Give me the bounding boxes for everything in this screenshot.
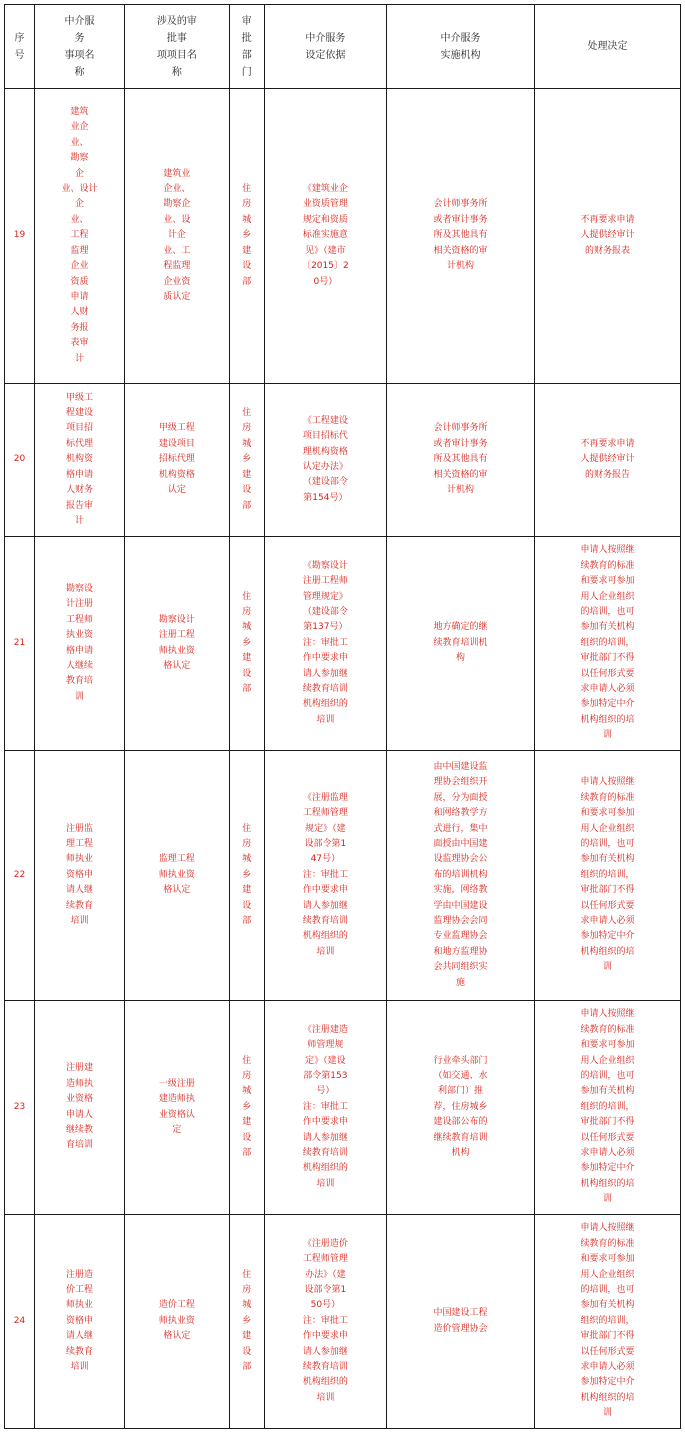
- basis-cell: 《建筑业企 业资质管理 规定和资质 标准实施意 见》（建市 〔2015〕2 0号）: [264, 89, 386, 384]
- table-header-row: [5, 5, 681, 89]
- department-cell: 住 房 城 乡 建 设 部: [229, 537, 264, 751]
- row-number: 24: [5, 1215, 35, 1429]
- service-name-cell: 注册建 造师执 业资格 申请人 继续教 育培训: [35, 1001, 125, 1215]
- table-row: [5, 751, 681, 1001]
- approval-item-cell: 造价工程 师执业资 格认定: [125, 1215, 230, 1429]
- header-decision: 处理决定: [534, 5, 680, 89]
- basis-cell: 《注册建造 师管理规 定》（建设 部令第153 号） 注：审批工 作中要求申 请人参加继 续教育培训 机构组织的 培训: [264, 1001, 386, 1215]
- department-cell: 住 房 城 乡 建 设 部: [229, 1215, 264, 1429]
- approval-item-cell: 甲级工程 建设项目 招标代理 机构资格 认定: [125, 384, 230, 537]
- basis-cell: 《注册监理 工程师管理 规定》（建 设部令第1 47号） 注：审批工 作中要求申 请人参加继 续教育培训 机构组织的 培训: [264, 751, 386, 1001]
- agency-cell: 地方确定的继 续教育培训机 构: [386, 537, 534, 751]
- department-cell: 住 房 城 乡 建 设 部: [229, 1001, 264, 1215]
- table-row: [5, 537, 681, 751]
- decision-cell: 申请人按照继 续教育的标准 和要求可参加 用人企业组织 的培训，也可 参加有关机构 组织的培训， 审批部门不得 以任何形式要 求申请人必须 参加特定中介 机构组织的培 训: [534, 1001, 680, 1215]
- decision-cell: 不再要求申请 人提供经审计 的财务报告: [534, 384, 680, 537]
- decision-cell: 不再要求申请 人提供经审计 的财务报表: [534, 89, 680, 384]
- decision-cell: 申请人按照继 续教育的标准 和要求可参加 用人企业组织 的培训，也可 参加有关机构 组织的培训， 审批部门不得 以任何形式要 求申请人必须 参加特定中介 机构组织的培 训: [534, 1215, 680, 1429]
- approval-item-cell: 监理工程 师执业资 格认定: [125, 751, 230, 1001]
- basis-cell: 《勘察设计 注册工程师 管理规定》 （建设部令 第137号） 注：审批工 作中要求申 请人参加继 续教育培训 机构组织的 培训: [264, 537, 386, 751]
- decision-cell: 申请人按照继 续教育的标准 和要求可参加 用人企业组织 的培训，也可 参加有关机构 组织的培训， 审批部门不得 以任何形式要 求申请人必须 参加特定中介 机构组织的培 训: [534, 751, 680, 1001]
- table-row: [5, 384, 681, 537]
- service-name-cell: 勘察设 计注册 工程师 执业资 格申请 人继续 教育培 训: [35, 537, 125, 751]
- department-cell: 住 房 城 乡 建 设 部: [229, 384, 264, 537]
- agency-cell: 会计师事务所 或者审计事务 所及其他具有 相关资格的审 计机构: [386, 384, 534, 537]
- row-number: 21: [5, 537, 35, 751]
- service-name-cell: 注册造 价工程 师执业 资格申 请人继 续教育 培训: [35, 1215, 125, 1429]
- approval-item-cell: 勘察设计 注册工程 师执业资 格认定: [125, 537, 230, 751]
- row-number: 19: [5, 89, 35, 384]
- service-name-cell: 甲级工 程建设 项目招 标代理 机构资 格申请 人财务 报告审 计: [35, 384, 125, 537]
- decision-cell: 申请人按照继 续教育的标准 和要求可参加 用人企业组织 的培训，也可 参加有关机构 组织的培训， 审批部门不得 以任何形式要 求申请人必须 参加特定中介 机构组织的培 训: [534, 537, 680, 751]
- table-row: [5, 1001, 681, 1215]
- intermediary-services-table: [4, 4, 681, 1429]
- agency-cell: 行业牵头部门 （如交通、水 利部门）推 荐，住房城乡 建设部公布的 继续教育培训 机构: [386, 1001, 534, 1215]
- approval-item-cell: 一级注册 建造师执 业资格认 定: [125, 1001, 230, 1215]
- header-basis: 中介服务 设定依据: [264, 5, 386, 89]
- table-row: [5, 1215, 681, 1429]
- header-no: 序 号: [5, 5, 35, 89]
- agency-cell: 会计师事务所 或者审计事务 所及其他具有 相关资格的审 计机构: [386, 89, 534, 384]
- agency-cell: 中国建设工程 造价管理协会: [386, 1215, 534, 1429]
- agency-cell: 由中国建设监 理协会组织开 展，分为面授 和网络教学方 式进行，集中 面授由中国建 设监理协会公 布的培训机构 实施，网络教 学由中国建设 监理协会会同 专业监理协会 和地方监理协 会共同组织实 施: [386, 751, 534, 1001]
- row-number: 22: [5, 751, 35, 1001]
- department-cell: 住 房 城 乡 建 设 部: [229, 751, 264, 1001]
- table-row: [5, 89, 681, 384]
- service-name-cell: 建筑 业企 业、 勘察 企 业、设计 企 业、 工程 监理 企业 资质 申请 人财 务报 表审 计: [35, 89, 125, 384]
- department-cell: 住 房 城 乡 建 设 部: [229, 89, 264, 384]
- header-service-name: 中介服 务 事项名 称: [35, 5, 125, 89]
- header-approval-item: 涉及的审 批事 项项目名 称: [125, 5, 230, 89]
- basis-cell: 《注册造价 工程师管理 办法》（建 设部令第1 50号） 注：审批工 作中要求申 请人参加继 续教育培训 机构组织的 培训: [264, 1215, 386, 1429]
- approval-item-cell: 建筑业 企业、 勘察企 业、设 计企 业、工 程监理 企业资 质认定: [125, 89, 230, 384]
- header-department: 审 批 部 门: [229, 5, 264, 89]
- row-number: 23: [5, 1001, 35, 1215]
- row-number: 20: [5, 384, 35, 537]
- basis-cell: 《工程建设 项目招标代 理机构资格 认定办法》 （建设部令 第154号）: [264, 384, 386, 537]
- header-agency: 中介服务 实施机构: [386, 5, 534, 89]
- service-name-cell: 注册监 理工程 师执业 资格申 请人继 续教育 培训: [35, 751, 125, 1001]
